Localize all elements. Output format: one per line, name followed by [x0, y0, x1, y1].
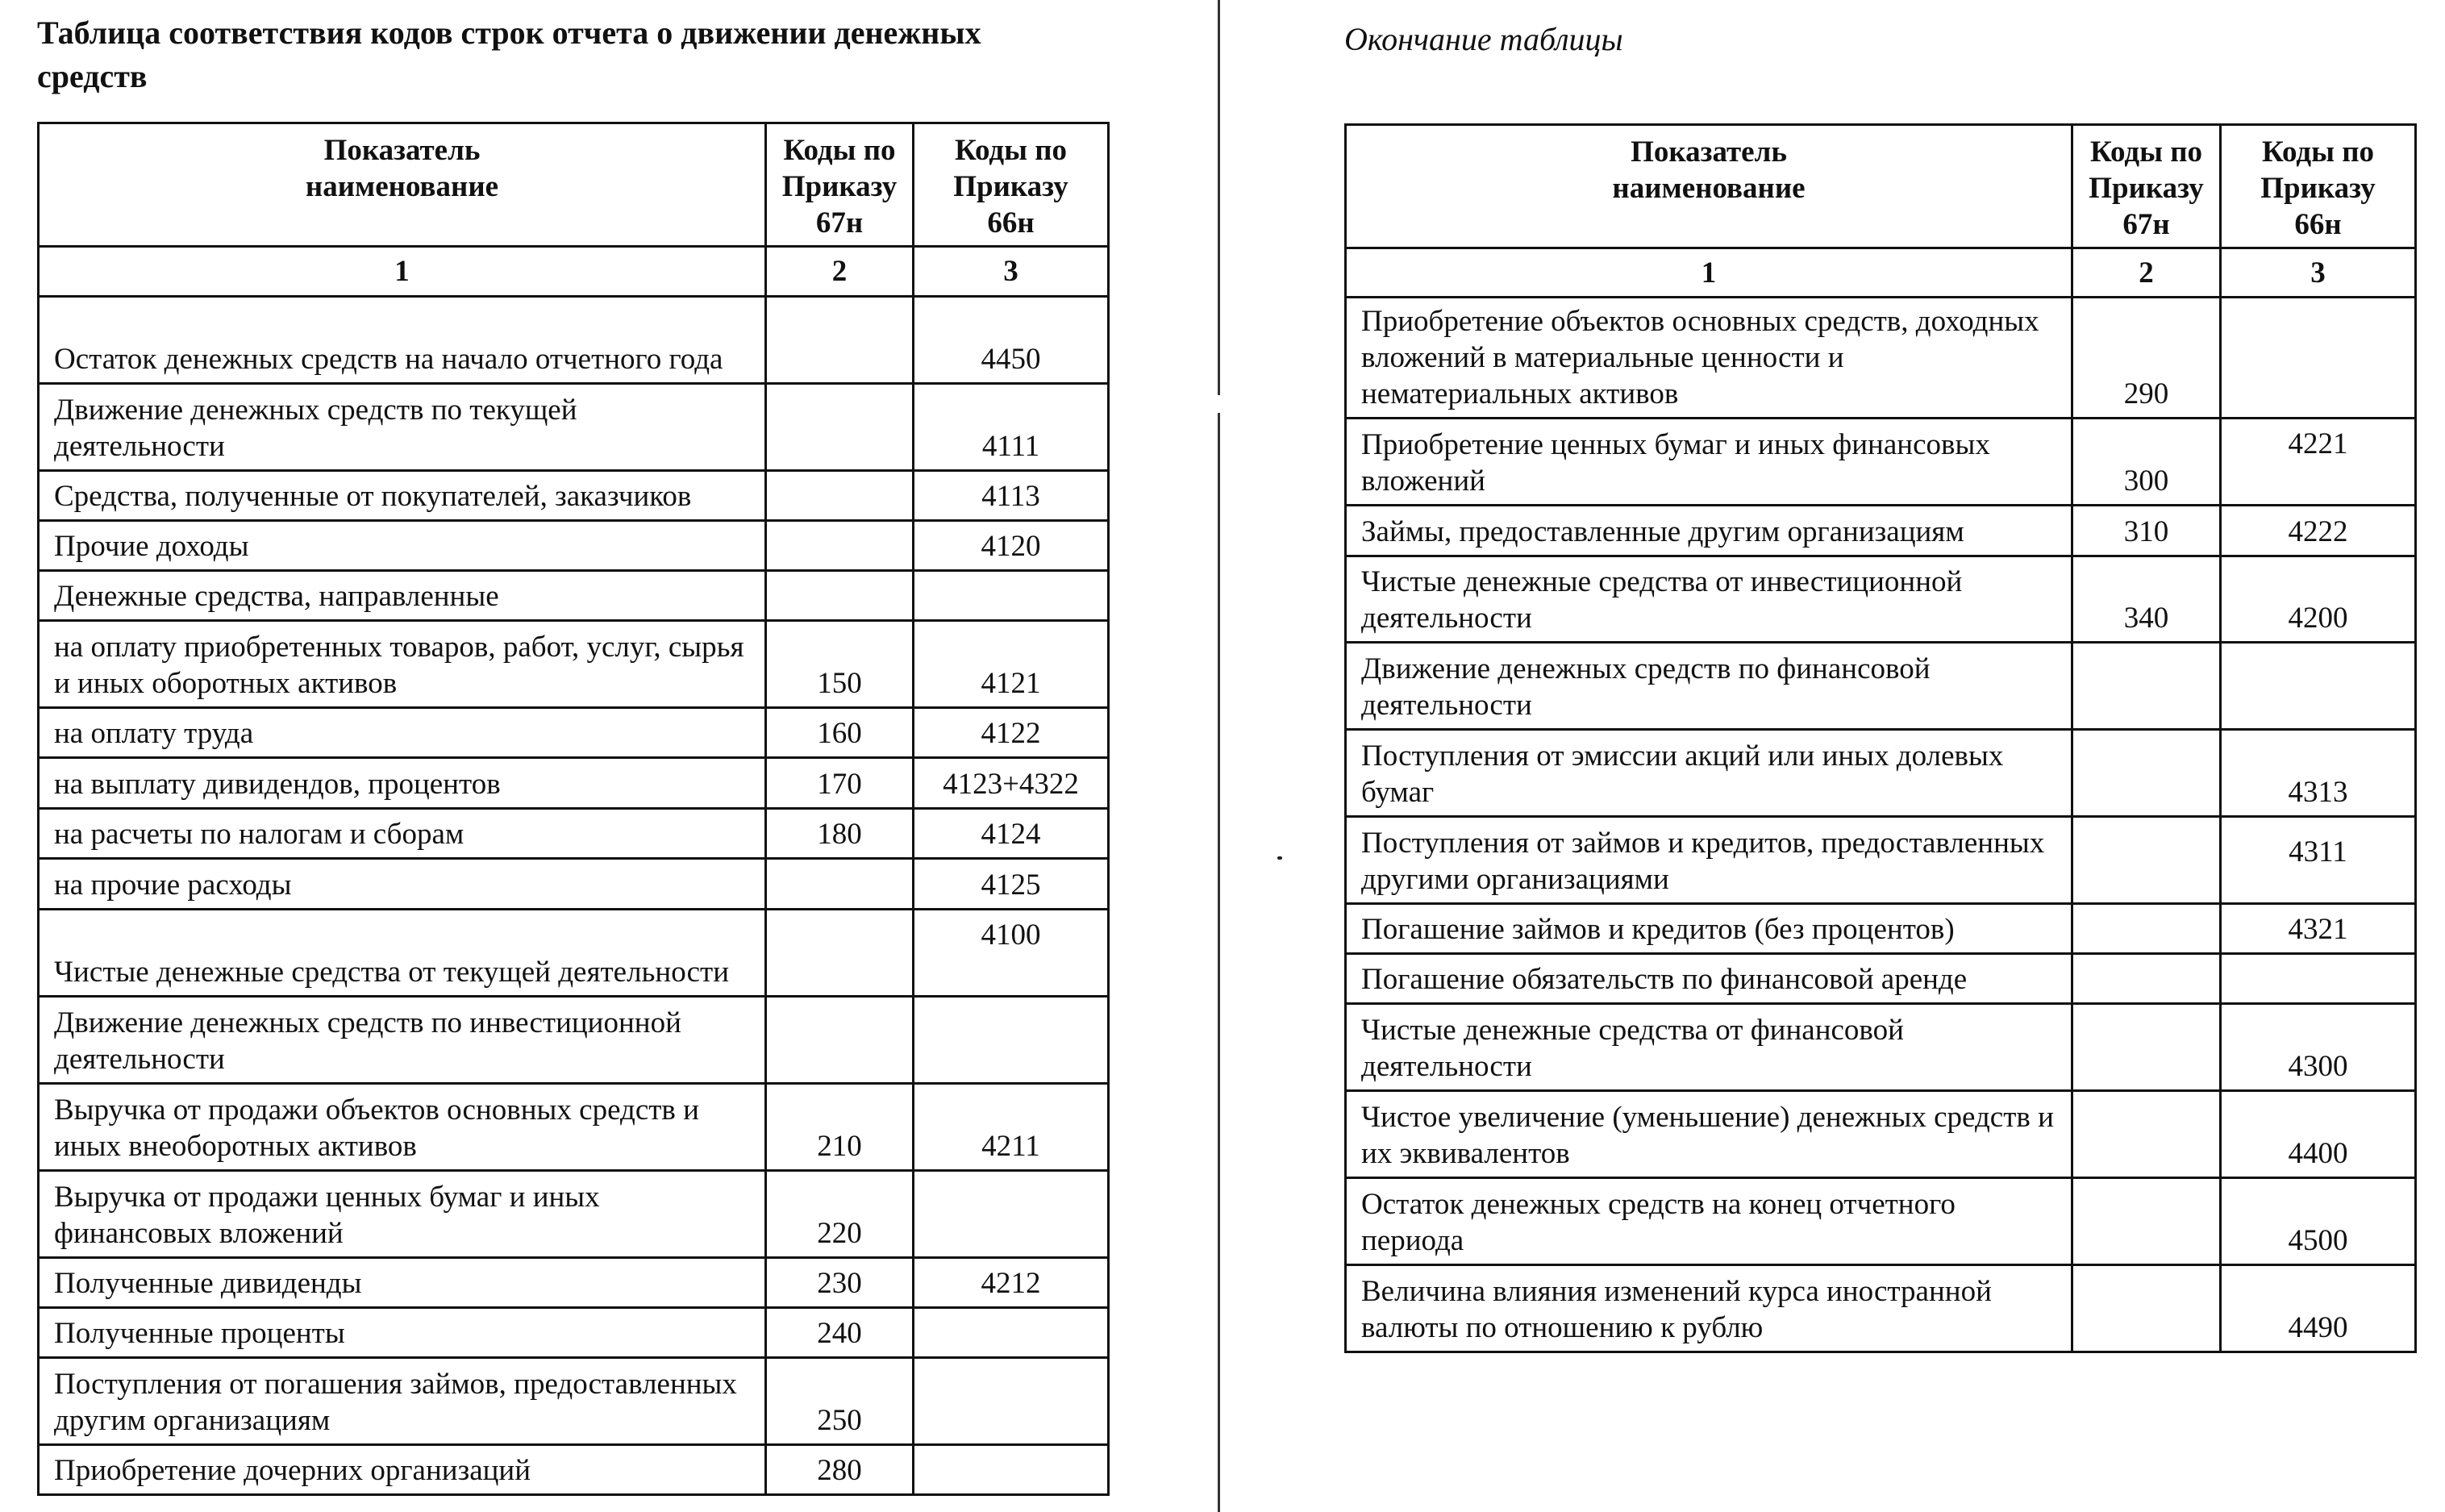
column-number: 1: [39, 247, 766, 297]
row-code-67n: 250: [766, 1358, 914, 1445]
row-code-66n: [914, 1445, 1109, 1495]
row-code-66n: 4200: [2221, 556, 2416, 643]
row-code-66n: [914, 1358, 1109, 1445]
header-line: Показатель: [323, 134, 481, 167]
scan-speck: [1277, 856, 1282, 860]
row-code-67n: 220: [766, 1171, 914, 1258]
column-number-row: [1346, 248, 2416, 298]
divider-gap: [1216, 395, 1222, 413]
row-code-66n: [914, 571, 1109, 621]
row-indicator: на прочие расходы: [39, 859, 766, 910]
row-code-66n: 4124: [914, 809, 1109, 859]
row-indicator: Поступления от погашения займов, предоставленных другим организациям: [39, 1358, 766, 1445]
row-indicator: Приобретение ценных бумаг и иных финансовых вложений: [1346, 419, 2072, 506]
table-row: [1346, 419, 2416, 506]
header-code-67n: [2072, 125, 2221, 248]
row-code-67n: [2072, 817, 2221, 904]
table-row: [39, 1308, 1109, 1358]
row-indicator: Приобретение объектов основных средств, доходных вложений в материальные ценности и нематериальных активов: [1346, 298, 2072, 419]
row-code-67n: 290: [2072, 298, 2221, 419]
table-row: [39, 1445, 1109, 1495]
column-number: 1: [1346, 248, 2072, 298]
header-line: Коды по: [2261, 135, 2375, 169]
row-code-66n: 4222: [2221, 506, 2416, 556]
row-indicator: Поступления от займов и кредитов, предоставленных другими организациями: [1346, 817, 2072, 904]
row-indicator: Денежные средства, направленные: [39, 571, 766, 621]
row-indicator: Остаток денежных средств на начало отчетного года: [39, 297, 766, 384]
row-code-66n: 4111: [914, 384, 1109, 471]
row-code-66n: 4122: [914, 708, 1109, 758]
row-code-66n: 4123+4322: [914, 758, 1109, 809]
row-code-66n: [914, 1171, 1109, 1258]
table-row: [39, 571, 1109, 621]
header-line: 66н: [2294, 208, 2342, 241]
table-row: [39, 297, 1109, 384]
header-line: Приказу: [953, 170, 1068, 203]
table-row: [1346, 817, 2416, 904]
table-row: [39, 758, 1109, 809]
row-indicator: Прочие доходы: [39, 521, 766, 571]
table-row: [39, 1084, 1109, 1171]
column-number-row: [39, 247, 1109, 297]
row-code-67n: 170: [766, 758, 914, 809]
page-title: Таблица соответствия кодов строк отчета о движении денежных средств: [37, 15, 981, 94]
row-indicator: Приобретение дочерних организаций: [39, 1445, 766, 1495]
row-indicator: Чистые денежные средства от текущей деятельности: [39, 910, 766, 997]
codes-table-left: [37, 122, 1110, 1496]
row-code-66n: 4221: [2221, 419, 2416, 506]
row-code-67n: [766, 997, 914, 1084]
row-indicator: Займы, предоставленные другим организациям: [1346, 506, 2072, 556]
column-number: 2: [766, 247, 914, 297]
row-indicator: Поступления от эмиссии акций или иных долевых бумаг: [1346, 730, 2072, 817]
row-code-66n: [2221, 643, 2416, 730]
header-line: 67н: [2122, 208, 2170, 241]
row-indicator: на оплату труда: [39, 708, 766, 758]
row-code-67n: [2072, 1178, 2221, 1265]
row-indicator: Чистое увеличение (уменьшение) денежных средств и их эквивалентов: [1346, 1091, 2072, 1178]
header-line: наименование: [1612, 172, 1806, 205]
header-code-66n: [914, 123, 1109, 247]
row-code-67n: [766, 521, 914, 571]
table-row: [1346, 643, 2416, 730]
row-indicator: Средства, полученные от покупателей, заказчиков: [39, 471, 766, 521]
row-code-67n: 210: [766, 1084, 914, 1171]
table-row: [39, 471, 1109, 521]
row-code-66n: 4450: [914, 297, 1109, 384]
row-code-67n: 150: [766, 621, 914, 708]
table-row: [39, 708, 1109, 758]
row-code-67n: [766, 297, 914, 384]
table-row: [1346, 298, 2416, 419]
header-code-66n: [2221, 125, 2416, 248]
row-code-66n: 4300: [2221, 1004, 2416, 1091]
row-code-67n: 310: [2072, 506, 2221, 556]
column-number: 2: [2072, 248, 2221, 298]
row-code-67n: [766, 471, 914, 521]
row-code-66n: 4113: [914, 471, 1109, 521]
header-indicator: [39, 123, 766, 247]
header-row: [39, 123, 1109, 247]
row-code-67n: [766, 859, 914, 910]
row-code-66n: 4212: [914, 1258, 1109, 1308]
table-row: [1346, 556, 2416, 643]
row-code-67n: 230: [766, 1258, 914, 1308]
row-code-66n: 4311: [2221, 817, 2416, 904]
row-code-66n: 4125: [914, 859, 1109, 910]
row-code-67n: [766, 910, 914, 997]
row-indicator: Чистые денежные средства от финансовой деятельности: [1346, 1004, 2072, 1091]
row-indicator: Движение денежных средств по финансовой деятельности: [1346, 643, 2072, 730]
column-number: 3: [914, 247, 1109, 297]
table-row: [39, 1358, 1109, 1445]
table-row: [39, 859, 1109, 910]
row-code-66n: [914, 997, 1109, 1084]
table-row: [39, 621, 1109, 708]
table-row: [1346, 506, 2416, 556]
header-line: 66н: [987, 206, 1035, 240]
row-code-66n: 4120: [914, 521, 1109, 571]
row-code-67n: [2072, 904, 2221, 954]
header-indicator: [1346, 125, 2072, 248]
row-code-67n: [2072, 730, 2221, 817]
row-indicator: Движение денежных средств по инвестиционной деятельности: [39, 997, 766, 1084]
header-line: Показатель: [1631, 135, 1787, 169]
table-row: [1346, 730, 2416, 817]
row-code-67n: 240: [766, 1308, 914, 1358]
row-indicator: Чистые денежные средства от инвестиционной деятельности: [1346, 556, 2072, 643]
row-code-66n: 4490: [2221, 1265, 2416, 1352]
table-row: [1346, 954, 2416, 1004]
header-line: Коды по: [954, 134, 1068, 167]
table-row: [39, 997, 1109, 1084]
row-code-66n: [2221, 298, 2416, 419]
row-code-66n: 4100: [914, 910, 1109, 997]
row-code-67n: [2072, 1091, 2221, 1178]
row-code-66n: 4211: [914, 1084, 1109, 1171]
row-code-66n: 4400: [2221, 1091, 2416, 1178]
row-indicator: Погашение займов и кредитов (без процентов): [1346, 904, 2072, 954]
row-indicator: на оплату приобретенных товаров, работ, услуг, сырья и иных оборотных активов: [39, 621, 766, 708]
row-code-67n: [766, 571, 914, 621]
header-line: Приказу: [2089, 172, 2204, 205]
row-code-67n: 160: [766, 708, 914, 758]
table-row: [1346, 1004, 2416, 1091]
row-code-67n: 280: [766, 1445, 914, 1495]
table-row: [39, 521, 1109, 571]
header-line: Коды по: [2089, 135, 2203, 169]
row-code-67n: 300: [2072, 419, 2221, 506]
row-code-67n: [766, 384, 914, 471]
row-code-67n: 340: [2072, 556, 2221, 643]
header-line: Приказу: [781, 170, 898, 203]
row-indicator: Остаток денежных средств на конец отчетного периода: [1346, 1178, 2072, 1265]
table-row: [39, 910, 1109, 997]
row-code-67n: [2072, 643, 2221, 730]
row-code-67n: [2072, 954, 2221, 1004]
row-code-67n: 180: [766, 809, 914, 859]
table-row: [1346, 904, 2416, 954]
table-row: [39, 1258, 1109, 1308]
row-indicator: на расчеты по налогам и сборам: [39, 809, 766, 859]
codes-table-right: [1344, 123, 2417, 1353]
table-row: [39, 384, 1109, 471]
row-indicator: на выплату дивидендов, процентов: [39, 758, 766, 809]
row-indicator: Полученные дивиденды: [39, 1258, 766, 1308]
table-row: [39, 1171, 1109, 1258]
row-indicator: Величина влияния изменений курса иностранной валюты по отношению к рублю: [1346, 1265, 2072, 1352]
row-indicator: Погашение обязательств по финансовой аренде: [1346, 954, 2072, 1004]
table-row: [39, 809, 1109, 859]
table-row: [1346, 1091, 2416, 1178]
row-code-66n: [914, 1308, 1109, 1358]
row-code-67n: [2072, 1265, 2221, 1352]
header-line: Коды по: [783, 134, 896, 167]
header-row: [1346, 125, 2416, 248]
row-code-66n: 4500: [2221, 1178, 2416, 1265]
row-code-66n: 4121: [914, 621, 1109, 708]
row-indicator: Выручка от продажи объектов основных средств и иных внеоборотных активов: [39, 1084, 766, 1171]
row-indicator: Выручка от продажи ценных бумаг и иных финансовых вложений: [39, 1171, 766, 1258]
row-code-67n: [2072, 1004, 2221, 1091]
header-line: 67н: [815, 206, 864, 240]
table-continuation-label: Окончание таблицы: [1344, 21, 1623, 57]
table-row: [1346, 1265, 2416, 1352]
row-code-66n: 4313: [2221, 730, 2416, 817]
header-line: Приказу: [2260, 172, 2376, 205]
table-row: [1346, 1178, 2416, 1265]
row-indicator: Движение денежных средств по текущей деятельности: [39, 384, 766, 471]
row-code-66n: [2221, 954, 2416, 1004]
header-line: наименование: [305, 170, 499, 203]
row-indicator: Полученные проценты: [39, 1308, 766, 1358]
page-gutter-divider: [1218, 0, 1220, 1512]
column-number: 3: [2221, 248, 2416, 298]
header-code-67n: [766, 123, 914, 247]
row-code-66n: 4321: [2221, 904, 2416, 954]
